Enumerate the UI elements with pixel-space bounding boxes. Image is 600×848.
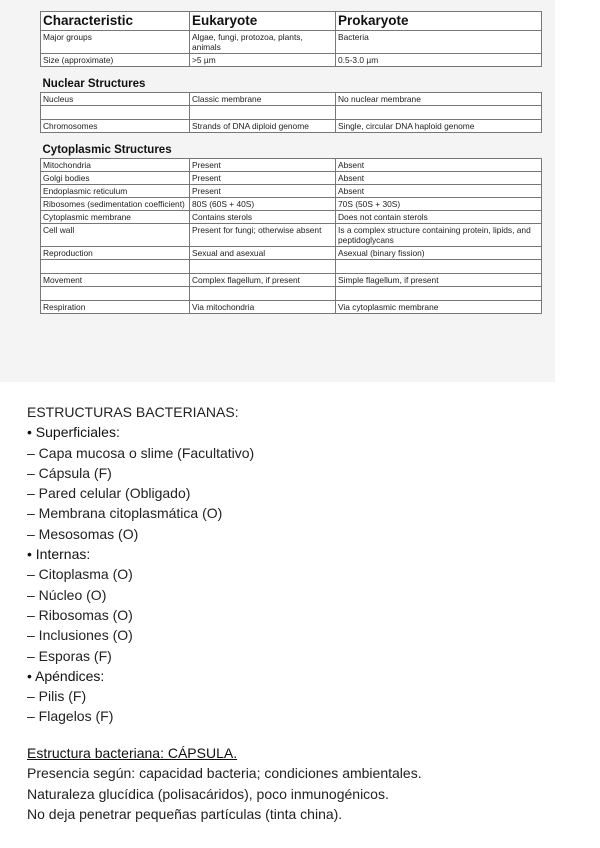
blank-cell [190,106,336,120]
blank-cell [336,260,542,274]
capsule-title: Estructura bacteriana: CÁPSULA. [27,745,238,761]
bacterial-structures-notes [27,402,587,727]
cell-prokaryote: Bacteria [336,31,542,54]
list-item: – Pilis (F) [27,688,87,705]
blank-cell [190,260,336,274]
list-item: – Inclusiones (O) [27,627,133,644]
list-item: – Pared celular (Obligado) [27,485,191,502]
cell-characteristic: Ribosomes (sedimentation coefficient) [41,198,190,211]
table-row [41,93,542,106]
capsule-line: Presencia según: capacidad bacteria; condiciones ambientales. [27,765,422,782]
cell-characteristic: Mitochondria [41,159,190,172]
cell-characteristic: Major groups [41,31,190,54]
cell-characteristic: Nucleus [41,93,190,106]
cell-prokaryote: No nuclear membrane [336,93,542,106]
cell-eukaryote: Present [190,185,336,198]
cell-eukaryote: Contains sterols [190,211,336,224]
cell-prokaryote: Via cytoplasmic membrane [336,301,542,314]
capsule-line: No deja penetrar pequeñas partículas (tinta china). [27,805,343,822]
cell-eukaryote: Via mitochondria [190,301,336,314]
cell-prokaryote: Asexual (binary fission) [336,247,542,260]
cell-prokaryote: 0.5-3.0 µm [336,54,542,67]
category-superficiales: • Superficiales: [27,424,120,441]
list-item: – Membrana citoplasmática (O) [27,505,223,522]
list-item: – Cápsula (F) [27,464,112,481]
table-spacer-row [41,106,542,120]
eukaryote-prokaryote-table [40,11,542,314]
cell-prokaryote: Absent [336,172,542,185]
cell-prokaryote: 70S (50S + 30S) [336,198,542,211]
cell-eukaryote: Classic membrane [190,93,336,106]
header-prokaryote: Prokaryote [336,12,542,31]
table-row [41,301,542,314]
cell-characteristic: Cell wall [41,224,190,247]
table-spacer-row [41,260,542,274]
cell-prokaryote: Simple flagellum, if present [336,274,542,287]
cell-prokaryote: Absent [336,159,542,172]
notes-heading: ESTRUCTURAS BACTERIANAS: [27,404,239,420]
cell-eukaryote: Present [190,159,336,172]
table-row [41,247,542,260]
cell-characteristic: Endoplasmic reticulum [41,185,190,198]
section-heading-row [41,133,542,159]
list-item: – Mesosomas (O) [27,525,139,542]
cell-prokaryote: Is a complex structure containing protein, lipids, and peptidoglycans [336,224,542,247]
table-row [41,198,542,211]
blank-cell [336,106,542,120]
blank-cell [336,287,542,301]
cell-eukaryote: Present [190,172,336,185]
blank-cell [41,260,190,274]
table-row [41,31,542,54]
category-apendices: • Apéndices: [27,667,105,684]
section-title-nuclear: Nuclear Structures [41,67,542,93]
cell-prokaryote: Absent [336,185,542,198]
table-row [41,211,542,224]
list-item: – Ribosomas (O) [27,606,133,623]
cell-characteristic: Reproduction [41,247,190,260]
cell-characteristic: Cytoplasmic membrane [41,211,190,224]
section-title-cytoplasmic: Cytoplasmic Structures [41,133,542,159]
cell-characteristic: Movement [41,274,190,287]
cell-characteristic: Golgi bodies [41,172,190,185]
table-row [41,172,542,185]
table-spacer-row [41,287,542,301]
table-row [41,185,542,198]
table-header-row [41,12,542,31]
cell-characteristic: Chromosomes [41,120,190,133]
cell-eukaryote: Algae, fungi, protozoa, plants, animals [190,31,336,54]
cell-eukaryote: Sexual and asexual [190,247,336,260]
blank-cell [41,106,190,120]
cell-eukaryote: Present for fungi; otherwise absent [190,224,336,247]
capsule-section [27,743,587,824]
cell-characteristic: Size (approximate) [41,54,190,67]
list-item: – Capa mucosa o slime (Facultativo) [27,444,255,461]
table-row [41,159,542,172]
comparison-table-image [0,0,555,382]
cell-eukaryote: >5 µm [190,54,336,67]
table-row [41,120,542,133]
header-characteristic: Characteristic [41,12,190,31]
cell-eukaryote: 80S (60S + 40S) [190,198,336,211]
list-item: – Citoplasma (O) [27,566,133,583]
cell-eukaryote: Strands of DNA diploid genome [190,120,336,133]
cell-prokaryote: Single, circular DNA haploid genome [336,120,542,133]
list-item: – Flagelos (F) [27,708,114,725]
cell-eukaryote: Complex flagellum, if present [190,274,336,287]
section-heading-row [41,67,542,93]
table-row [41,224,542,247]
list-item: – Esporas (F) [27,647,112,664]
table-row [41,274,542,287]
capsule-line: Naturaleza glucídica (polisacáridos), poco inmunogénicos. [27,785,389,802]
blank-cell [190,287,336,301]
blank-cell [41,287,190,301]
category-internas: • Internas: [27,546,91,563]
cell-characteristic: Respiration [41,301,190,314]
list-item: – Núcleo (O) [27,586,107,603]
cell-prokaryote: Does not contain sterols [336,211,542,224]
header-eukaryote: Eukaryote [190,12,336,31]
table-row [41,54,542,67]
